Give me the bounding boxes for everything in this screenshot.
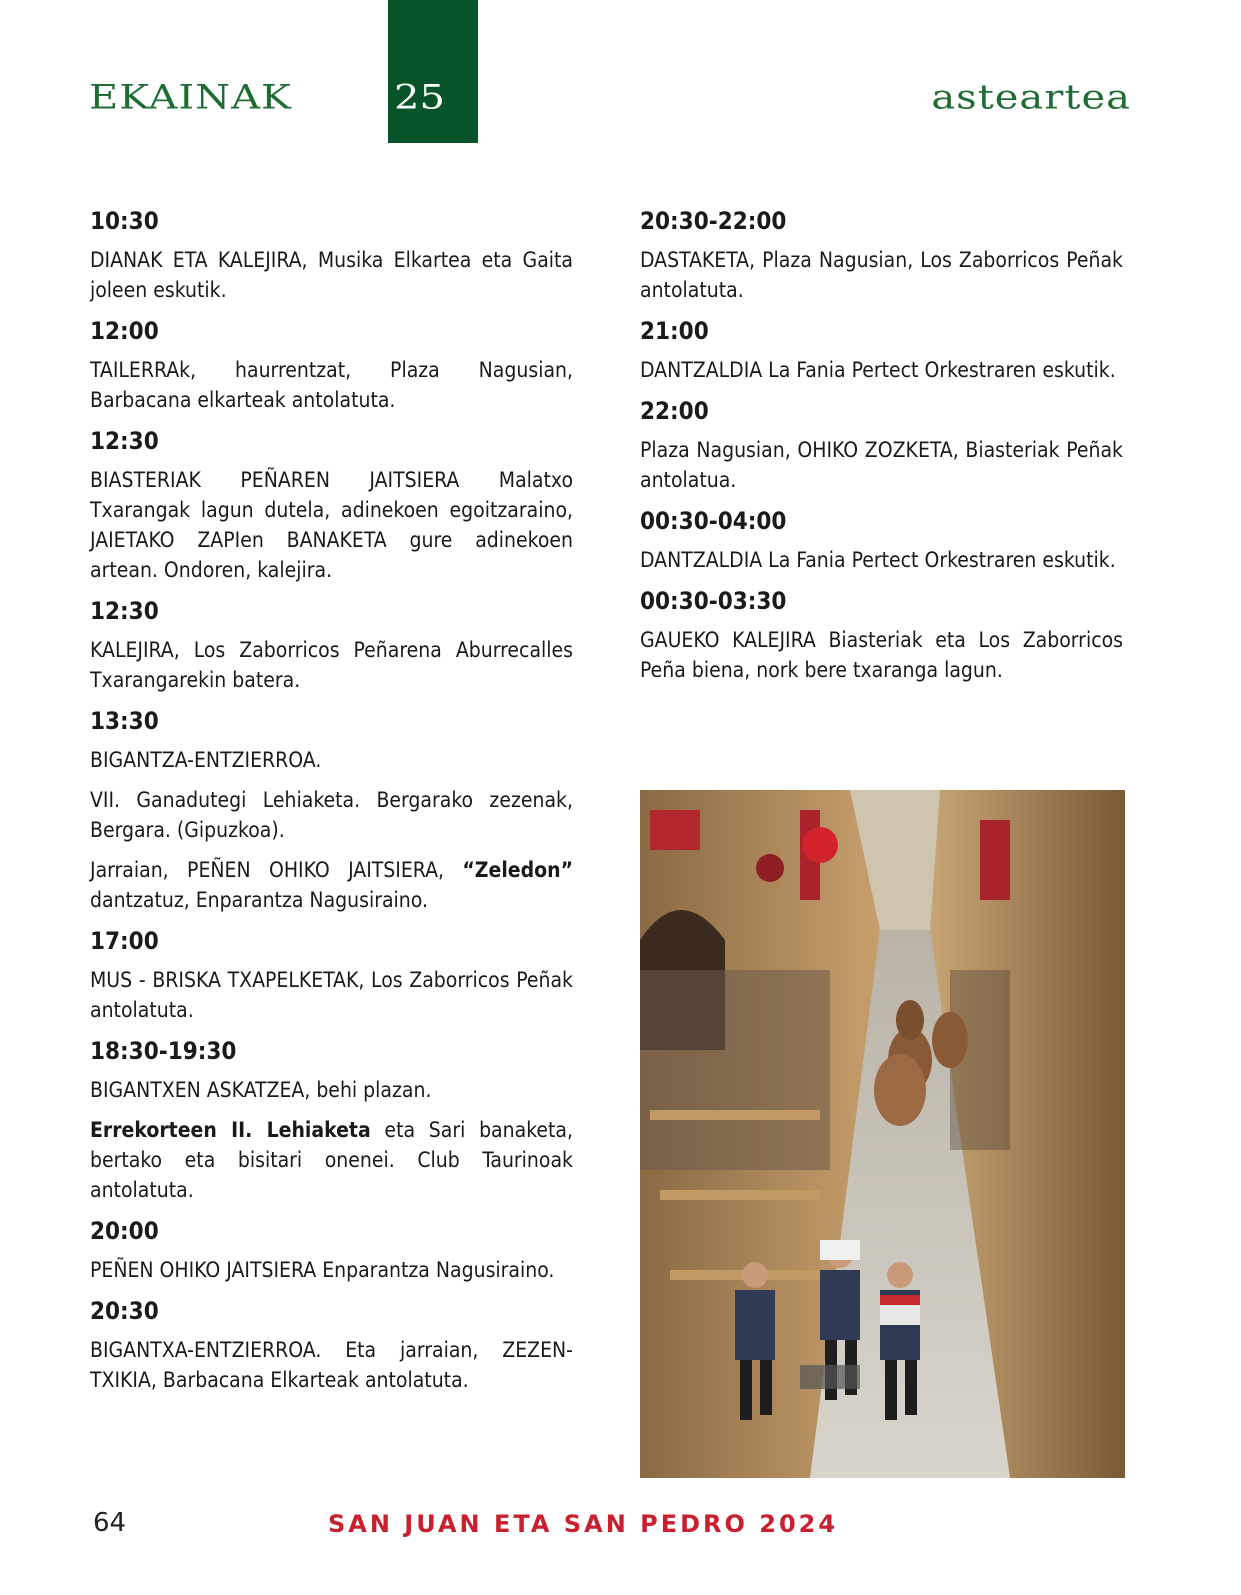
text-segment: DANTZALDIA La Fania Pertect Orkestraren eskutik. bbox=[640, 358, 1116, 382]
header-day: 25 bbox=[394, 78, 445, 118]
event-description bbox=[640, 355, 1123, 385]
event-description bbox=[90, 635, 573, 695]
text-segment: KALEJIRA, Los Zaborricos Peñarena Aburrecalles Txarangarekin batera. bbox=[90, 638, 573, 692]
event-time: 12:00 bbox=[90, 317, 159, 345]
text-segment: BIGANTZA-ENTZIERROA. bbox=[90, 748, 322, 772]
text-segment: GAUEKO KALEJIRA Biasteriak eta Los Zaborricos Peña biena, nork bere txaranga lagun. bbox=[640, 628, 1123, 682]
event-description bbox=[90, 355, 573, 415]
event-description bbox=[90, 855, 573, 915]
text-segment: MUS - BRISKA TXAPELKETAK, Los Zaborricos Peñak antolatuta. bbox=[90, 968, 573, 1022]
text-segment: DASTAKETA, Plaza Nagusian, Los Zaborricos Peñak antolatuta. bbox=[640, 248, 1123, 302]
header-weekday: asteartea bbox=[931, 78, 1131, 118]
text-segment: dantzatuz, Enparantza Nagusiraino. bbox=[90, 888, 428, 912]
event-description bbox=[640, 435, 1123, 495]
event-time: 20:30-22:00 bbox=[640, 207, 787, 235]
text-segment: BIASTERIAK PEÑAREN JAITSIERA Malatxo Txarangak lagun dutela, adinekoen egoitzaraino, JAIETAKO ZAPIen BANAKETA gure adinekoen artean. Ondoren, kalejira. bbox=[90, 468, 573, 582]
encierro-photo bbox=[640, 790, 1125, 1478]
text-segment: TAILERRAk, haurrentzat, Plaza Nagusian, Barbacana elkarteak antolatuta. bbox=[90, 358, 573, 412]
event-time: 10:30 bbox=[90, 207, 159, 235]
event-time: 00:30-04:00 bbox=[640, 507, 787, 535]
text-segment: Plaza Nagusian, OHIKO ZOZKETA, Biasteriak Peñak antolatua. bbox=[640, 438, 1123, 492]
event-time: 12:30 bbox=[90, 427, 159, 455]
text-segment: Jarraian, PEÑEN OHIKO JAITSIERA, bbox=[90, 858, 463, 882]
event-description bbox=[90, 785, 573, 845]
event-time: 00:30-03:30 bbox=[640, 587, 787, 615]
event-time: 22:00 bbox=[640, 397, 709, 425]
text-segment: eta Sari banaketa, bertako eta bisitari onenei. Club Taurinoak antolatuta. bbox=[90, 1118, 573, 1202]
event-description bbox=[90, 1115, 573, 1205]
header-month: EKAINAK bbox=[89, 78, 292, 118]
footer-title: SAN JUAN ETA SAN PEDRO 2024 bbox=[328, 1510, 839, 1538]
schedule-right-column bbox=[640, 205, 1123, 695]
event-description bbox=[640, 625, 1123, 685]
event-description bbox=[640, 245, 1123, 305]
event-description bbox=[90, 1335, 573, 1395]
event-description bbox=[90, 1255, 573, 1285]
event-description bbox=[640, 545, 1123, 575]
event-time: 13:30 bbox=[90, 707, 159, 735]
event-description bbox=[90, 1075, 573, 1105]
event-time: 20:00 bbox=[90, 1217, 159, 1245]
event-time: 20:30 bbox=[90, 1297, 159, 1325]
bold-text: Errekorteen II. Lehiaketa bbox=[90, 1118, 371, 1142]
event-description bbox=[90, 745, 573, 775]
event-time: 12:30 bbox=[90, 597, 159, 625]
text-segment: BIGANTXA-ENTZIERROA. Eta jarraian, ZEZEN-TXIKIA, Barbacana Elkarteak antolatuta. bbox=[90, 1338, 573, 1392]
page-number: 64 bbox=[93, 1508, 127, 1538]
event-description bbox=[90, 965, 573, 1025]
text-segment: DANTZALDIA La Fania Pertect Orkestraren eskutik. bbox=[640, 548, 1116, 572]
text-segment: BIGANTXEN ASKATZEA, behi plazan. bbox=[90, 1078, 432, 1102]
event-description bbox=[90, 245, 573, 305]
event-time: 18:30-19:30 bbox=[90, 1037, 237, 1065]
bold-text: “Zeledon” bbox=[462, 858, 573, 882]
text-segment: PEÑEN OHIKO JAITSIERA Enparantza Nagusiraino. bbox=[90, 1258, 555, 1282]
schedule-left-column bbox=[90, 205, 573, 1405]
text-segment: DIANAK ETA KALEJIRA, Musika Elkartea eta Gaita joleen eskutik. bbox=[90, 248, 573, 302]
event-time: 21:00 bbox=[640, 317, 709, 345]
event-description bbox=[90, 465, 573, 585]
event-time: 17:00 bbox=[90, 927, 159, 955]
text-segment: VII. Ganadutegi Lehiaketa. Bergarako zezenak, Bergara. (Gipuzkoa). bbox=[90, 788, 573, 842]
header-day-box bbox=[388, 0, 478, 143]
